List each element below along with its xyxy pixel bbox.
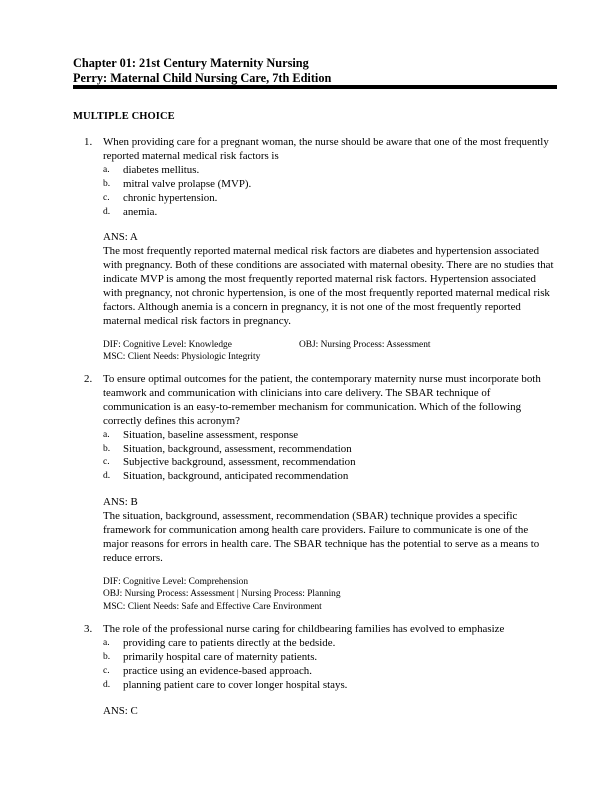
option-b (103, 443, 554, 457)
option-letter: a. (103, 637, 110, 648)
option-letter: b. (103, 443, 111, 454)
option-text: primarily hospital care of maternity patients. (123, 650, 318, 663)
question-text: When providing care for a pregnant woman, the nurse should be aware that one of the most frequently reported maternal medical risk factors is (103, 136, 549, 162)
rationale: The situation, background, assessment, recommendation (SBAR) technique provides a specific framework for communication among health care providers. Failure to communicate is one of the major reasons for errors in health care. The SBAR technique has the potential to serve as a means to reduce errors. (103, 510, 540, 564)
question-text: To ensure optimal outcomes for the patient, the contemporary maternity nurse must incorporate both teamwork and communication with clinicians into care delivery. The SBAR technique of communication is an easy-to-remember mechanism for communication. Which of the following correctly defines this acronym? (103, 373, 541, 427)
option-text: practice using an evidence-based approach. (123, 664, 312, 677)
book-title: Perry: Maternal Child Nursing Care, 7th Edition (73, 71, 332, 85)
objective: OBJ: Nursing Process: Assessment (299, 339, 431, 350)
option-text: Situation, baseline assessment, response (123, 428, 299, 441)
option-d (103, 470, 554, 484)
option-letter: b. (103, 651, 111, 662)
chapter-title: Chapter 01: 21st Century Maternity Nursing (73, 56, 309, 70)
option-d (103, 679, 554, 693)
option-letter: c. (103, 665, 110, 676)
option-a (103, 164, 554, 178)
objective: OBJ: Nursing Process: Assessment | Nursing Process: Planning (103, 589, 341, 600)
option-text: anemia. (123, 205, 158, 218)
option-c (103, 665, 554, 679)
option-a (103, 429, 554, 443)
client-needs: MSC: Client Needs: Physiologic Integrity (103, 352, 261, 363)
option-b (103, 178, 554, 192)
option-a (103, 637, 554, 651)
question-metadata (103, 339, 554, 364)
option-c (103, 192, 554, 206)
question-text: The role of the professional nurse caring for childbearing families has evolved to emphasize (103, 623, 505, 635)
option-text: planning patient care to cover longer hospital stays. (123, 678, 348, 691)
difficulty-level: DIF: Cognitive Level: Comprehension (103, 576, 249, 587)
difficulty-level: DIF: Cognitive Level: Knowledge (103, 339, 232, 350)
answer-key: ANS: C (103, 704, 138, 717)
option-d (103, 206, 554, 220)
option-text: providing care to patients directly at the bedside. (123, 636, 336, 649)
answer-key: ANS: B (103, 496, 138, 509)
client-needs: MSC: Client Needs: Safe and Effective Care Environment (103, 601, 322, 612)
option-text: diabetes mellitus. (123, 163, 200, 176)
option-text: mitral valve prolapse (MVP). (123, 177, 252, 190)
option-letter: c. (103, 192, 110, 203)
option-letter: b. (103, 178, 111, 189)
option-letter: a. (103, 429, 110, 440)
question-3 (84, 623, 554, 718)
option-c (103, 456, 554, 470)
option-letter: a. (103, 164, 110, 175)
option-text: Subjective background, assessment, recommendation (123, 456, 356, 469)
question-2 (84, 373, 554, 613)
option-text: Situation, background, anticipated recommendation (123, 470, 349, 483)
rationale: The most frequently reported maternal medical risk factors are diabetes and hypertension associated with pregnancy. Both of these conditions are associated with maternal obesity. There are no studies that indicate MVP is among the most frequently reported maternal risk factors. Hypertension associated with pregnancy, not chronic hypertension, is one of the most frequently reported maternal medical risk factors. Although anemia is a concern in pregnancy, it is not one of the most frequently reported maternal medical risk factors in pregnancy. (103, 245, 554, 327)
header-rule (73, 85, 557, 89)
question-number: 2. (84, 373, 93, 385)
option-letter: d. (103, 206, 111, 217)
option-text: chronic hypertension. (123, 191, 218, 204)
option-letter: c. (103, 457, 110, 468)
section-title: MULTIPLE CHOICE (73, 111, 175, 122)
option-text: Situation, background, assessment, recommendation (123, 442, 352, 455)
answer-key: ANS: A (103, 231, 138, 244)
document-header (73, 56, 553, 86)
option-b (103, 651, 554, 665)
question-1 (84, 136, 554, 364)
question-number: 3. (84, 623, 93, 635)
question-number: 1. (84, 136, 93, 148)
option-letter: d. (103, 471, 111, 482)
option-letter: d. (103, 679, 111, 690)
question-metadata (103, 576, 554, 613)
